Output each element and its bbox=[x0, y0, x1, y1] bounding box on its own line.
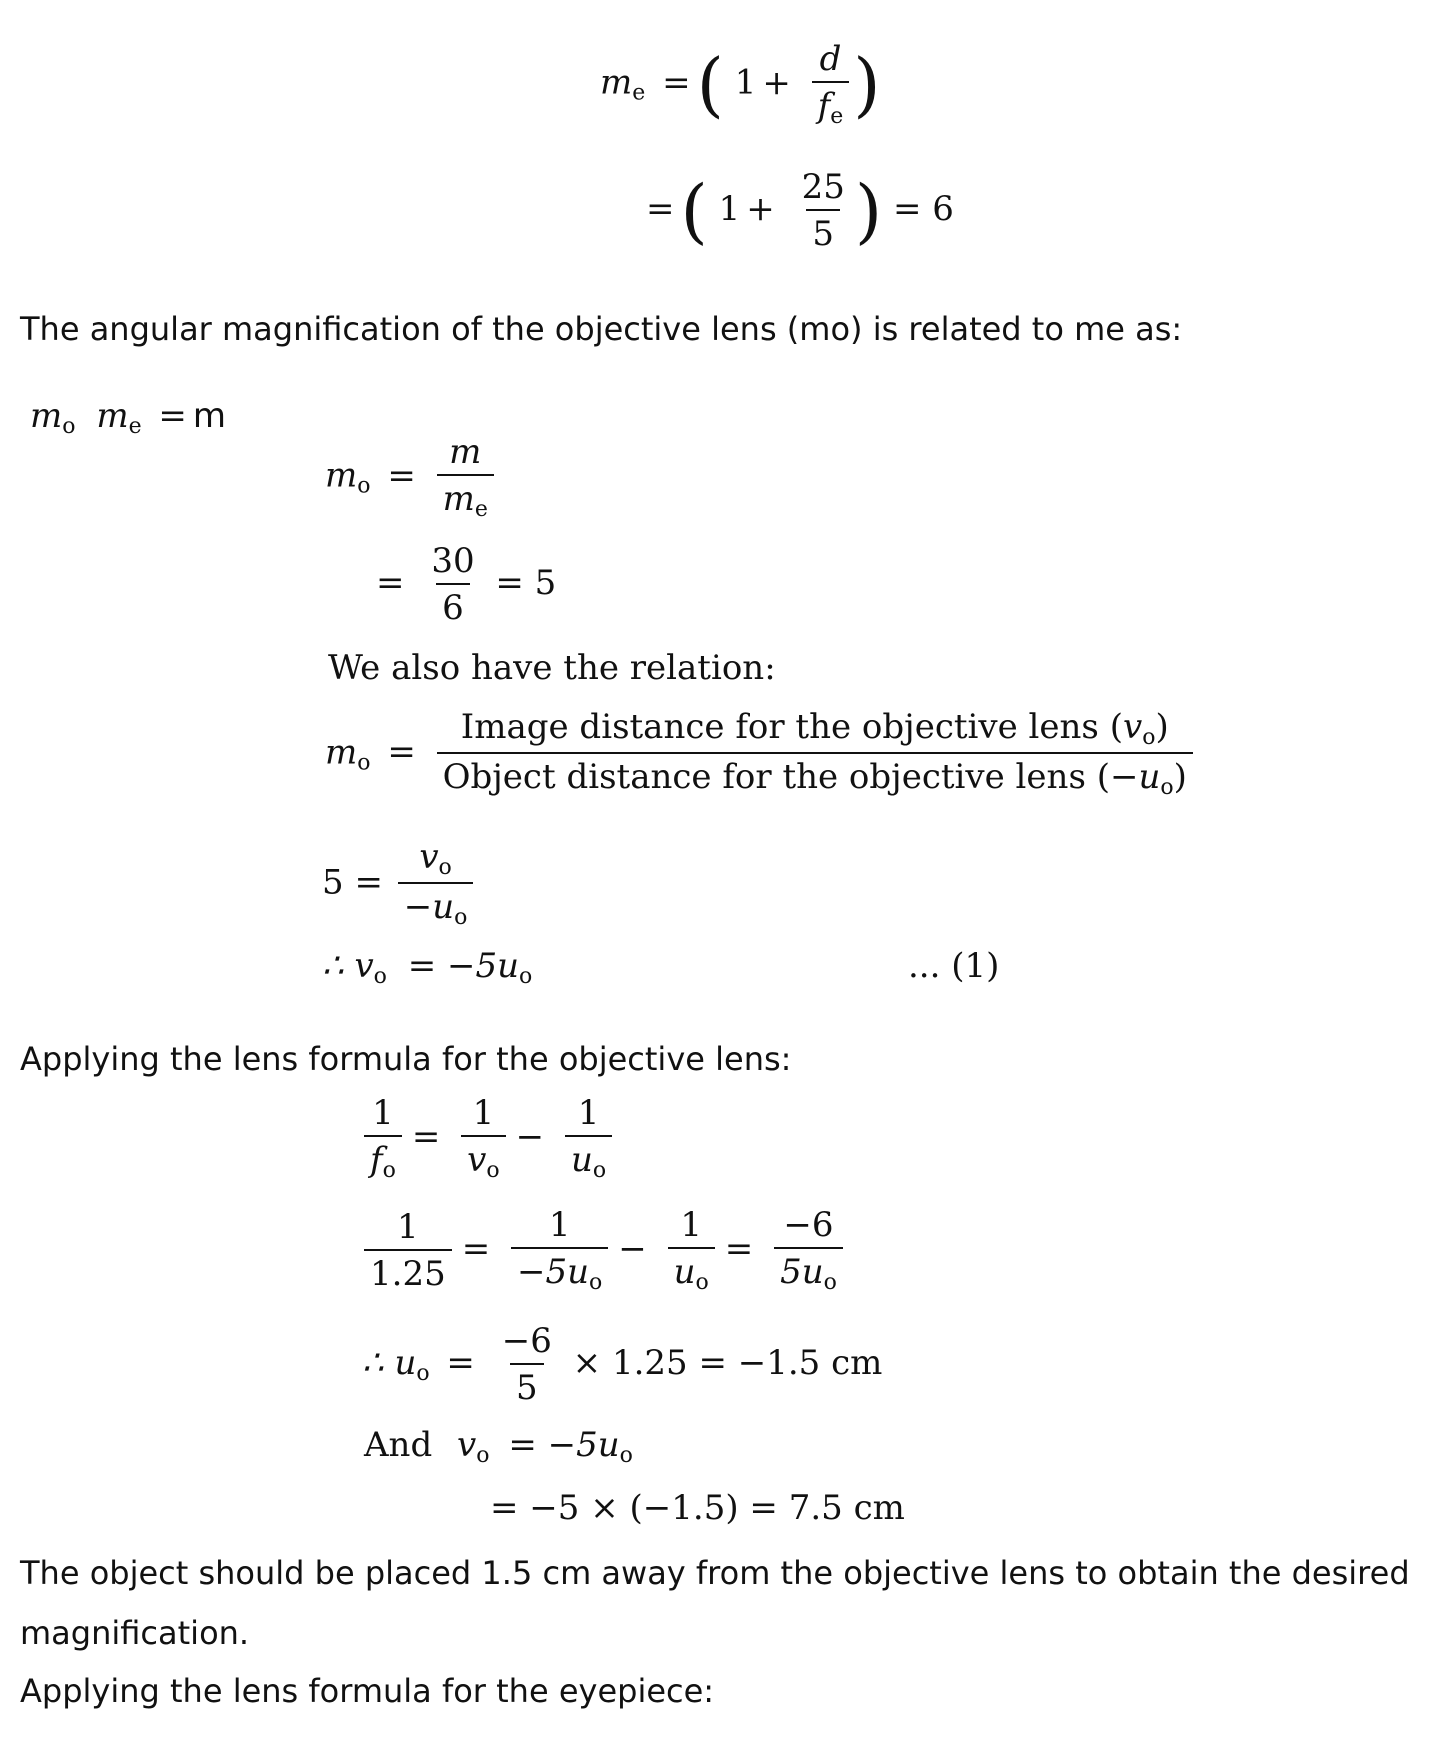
one: 1 bbox=[397, 1206, 419, 1247]
minus: − bbox=[515, 1116, 545, 1157]
equation-1 bbox=[322, 946, 532, 989]
symbol-m: m bbox=[325, 732, 358, 773]
sub-o: o bbox=[1142, 725, 1156, 750]
minus-5u: = −5u bbox=[407, 946, 520, 986]
fraction-25-5 bbox=[796, 168, 851, 254]
equals: = bbox=[724, 1228, 754, 1269]
five-equals-ratio bbox=[322, 838, 477, 931]
five-u: 5u bbox=[780, 1252, 824, 1293]
sub-o: o bbox=[416, 1361, 430, 1387]
one: 1 bbox=[734, 62, 757, 103]
fraction-1-vo bbox=[461, 1094, 505, 1183]
lens-formula bbox=[360, 1094, 616, 1183]
symbol-minus-u: −u bbox=[403, 887, 455, 928]
uo-result bbox=[362, 1322, 882, 1408]
fraction-1-uo bbox=[565, 1094, 612, 1183]
symbol-v: v bbox=[1122, 707, 1143, 747]
image-distance-label: Image distance for the objective lens bbox=[460, 707, 1099, 747]
text-object-placement: The object should be placed 1.5 cm away from the objective lens to obtain the desired bbox=[20, 1554, 1410, 1592]
equals: = bbox=[461, 1228, 491, 1269]
sub-o: o bbox=[589, 1270, 603, 1296]
fraction-neg6-5uo bbox=[774, 1206, 843, 1295]
symbol-u: u bbox=[570, 1140, 593, 1181]
fraction-1-minus5uo bbox=[511, 1206, 608, 1295]
times-125-result: × 1.25 = −1.5 cm bbox=[572, 1343, 883, 1384]
paren-close: ) bbox=[853, 43, 881, 126]
five-equals: 5 = bbox=[322, 862, 383, 903]
symbol-m: m bbox=[600, 62, 633, 103]
word-and: And bbox=[364, 1425, 433, 1465]
sub-o: o bbox=[357, 750, 371, 776]
minus-5u: −5u bbox=[517, 1252, 590, 1293]
eyepiece-magnification-formula bbox=[600, 40, 881, 129]
vo-formula bbox=[364, 1425, 633, 1468]
sub-o: o bbox=[382, 1158, 396, 1184]
sub-o: o bbox=[592, 1158, 607, 1184]
symbol-m: m bbox=[449, 432, 482, 472]
neg-6: −6 bbox=[501, 1321, 552, 1361]
text-magnification: magnification. bbox=[20, 1614, 250, 1652]
equals: = bbox=[446, 1343, 475, 1384]
sub-o: o bbox=[619, 1443, 633, 1468]
numerator-30: 30 bbox=[431, 541, 475, 581]
magnification-product bbox=[30, 396, 226, 439]
therefore-u: ∴ u bbox=[362, 1343, 417, 1384]
one: 1 bbox=[548, 1205, 571, 1245]
minus: − bbox=[618, 1228, 647, 1269]
sub-o: o bbox=[438, 855, 452, 880]
equals: = bbox=[387, 455, 416, 496]
denominator-6: 6 bbox=[436, 583, 470, 628]
symbol-m: m bbox=[96, 396, 129, 436]
eyepiece-magnification-value bbox=[640, 168, 954, 254]
one: 1 bbox=[372, 1093, 394, 1133]
denominator-5: 5 bbox=[510, 1363, 544, 1408]
fraction-1-fo bbox=[364, 1094, 402, 1183]
result-5: = 5 bbox=[495, 563, 557, 604]
numerator-25: 25 bbox=[801, 167, 845, 207]
equals: = bbox=[662, 62, 691, 103]
distance-ratio-formula bbox=[325, 708, 1197, 801]
therefore-v: ∴ v bbox=[322, 946, 374, 986]
vo-result: = −5 × (−1.5) = 7.5 cm bbox=[490, 1488, 905, 1528]
sub-o: o bbox=[357, 473, 371, 499]
fraction-1-125 bbox=[364, 1208, 452, 1294]
one: 1 bbox=[680, 1205, 702, 1245]
objective-magnification-formula bbox=[325, 433, 498, 522]
symbol-v: v bbox=[457, 1425, 477, 1465]
symbol-v: v bbox=[419, 837, 439, 877]
objective-magnification-value bbox=[370, 542, 556, 628]
lens-formula-substituted bbox=[360, 1206, 847, 1295]
value-125: 1.25 bbox=[364, 1249, 452, 1294]
equation-label-1: ... (1) bbox=[908, 946, 1000, 986]
sub-o: o bbox=[454, 905, 468, 931]
sub-e: e bbox=[830, 104, 844, 130]
sub-o: o bbox=[1160, 775, 1174, 801]
neg-6: −6 bbox=[783, 1205, 834, 1245]
plus: + bbox=[746, 189, 775, 230]
text-lens-formula-eyepiece: Applying the lens formula for the eyepiece: bbox=[20, 1672, 715, 1710]
fraction-d-fe bbox=[812, 40, 850, 129]
fraction-1-uo bbox=[668, 1206, 715, 1295]
sub-o: o bbox=[823, 1270, 837, 1296]
fraction-neg6-5 bbox=[496, 1322, 558, 1408]
symbol-m-plain: m bbox=[192, 396, 227, 436]
sub-o: o bbox=[62, 414, 76, 439]
paren-open: ( bbox=[680, 170, 708, 253]
symbol-d: d bbox=[819, 39, 842, 79]
paren-close: ) bbox=[854, 170, 883, 253]
sub-e: e bbox=[474, 497, 488, 523]
symbol-minus-u: −u bbox=[1109, 757, 1161, 798]
equals: = bbox=[158, 396, 187, 436]
fraction-m-me bbox=[437, 433, 494, 522]
result-6: = 6 bbox=[892, 189, 954, 230]
sub-o: o bbox=[486, 1158, 500, 1184]
text-angular-magnification: The angular magnification of the objective lens (mo) is related to me as: bbox=[20, 310, 1183, 348]
symbol-f: f bbox=[370, 1140, 383, 1181]
symbol-m: m bbox=[442, 479, 475, 520]
fraction-30-6 bbox=[425, 542, 480, 628]
equals: = bbox=[411, 1116, 441, 1157]
denominator-5: 5 bbox=[806, 209, 840, 254]
symbol-u: u bbox=[673, 1252, 696, 1293]
sub-o: o bbox=[519, 964, 533, 989]
minus-5u: = −5u bbox=[508, 1425, 620, 1465]
sub-e: e bbox=[632, 80, 646, 106]
equals: = bbox=[387, 732, 416, 773]
plus: + bbox=[762, 62, 791, 103]
symbol-v: v bbox=[467, 1140, 487, 1181]
text-lens-formula-objective: Applying the lens formula for the objective lens: bbox=[20, 1040, 792, 1078]
one: 1 bbox=[718, 189, 741, 230]
equals: = bbox=[376, 563, 405, 604]
fraction-distances: $\frac{Image distance for the objective lens (v_o)}{Object distance for the objective lens (-u_o)}$ bbox=[437, 708, 1193, 801]
sub-o: o bbox=[695, 1270, 709, 1296]
one: 1 bbox=[577, 1093, 600, 1133]
one: 1 bbox=[472, 1093, 495, 1133]
symbol-m: m bbox=[325, 455, 358, 496]
text-relation: We also have the relation: bbox=[328, 648, 776, 688]
symbol-m: m bbox=[30, 396, 63, 436]
sub-o: o bbox=[476, 1443, 490, 1468]
equals: = bbox=[646, 189, 675, 230]
sub-e: e bbox=[128, 414, 142, 439]
object-distance-label: Object distance for the objective lens bbox=[442, 757, 1086, 798]
sub-o: o bbox=[373, 964, 387, 989]
fraction-v-minus-u bbox=[398, 838, 474, 931]
symbol-f: f bbox=[817, 86, 831, 127]
paren-open: ( bbox=[696, 43, 724, 126]
